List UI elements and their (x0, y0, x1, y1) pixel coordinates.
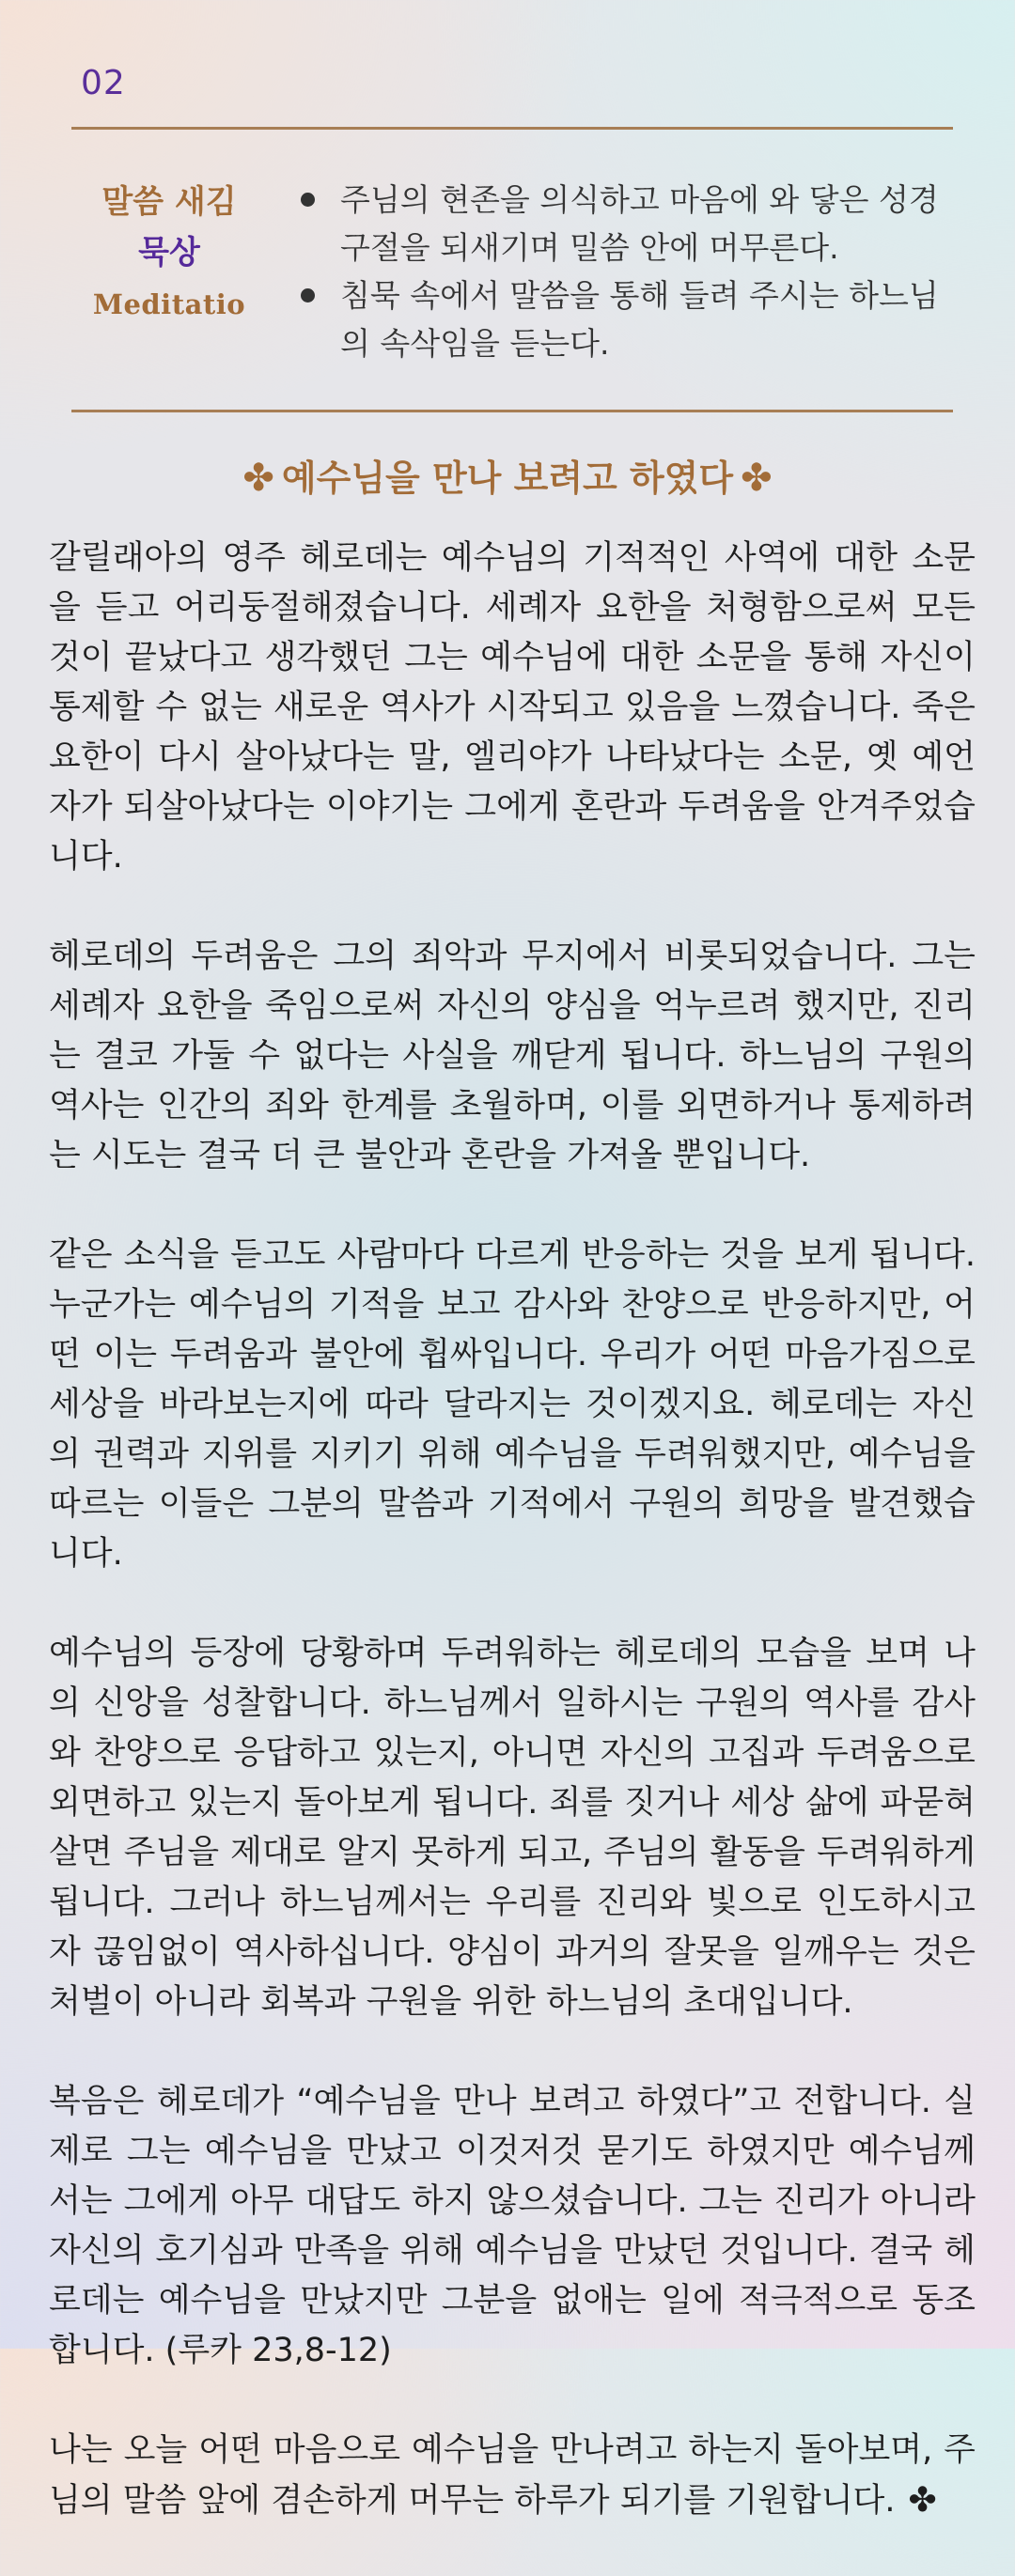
body-paragraph: 같은 소식을 듣고도 사람마다 다르게 반응하는 것을 보게 됩니다. 누군가는 예수님의 기적을 보고 감사와 찬양으로 반응하지만, 어떤 이는 두려움과 불안에 휩싸입니다. 우리가 어떤 마음가짐으로 세상을 바라보는지에 따라 달라지는 것이겠지요. 헤로데는 자신의 권력과 지위를 지키기 위해 예수님을 두려워했지만, 예수님을 따르는 이들은 그분의 말씀과 기적에서 구원의 희망을 발견했습니다. (49, 1236, 976, 1573)
instruction-item (297, 272, 955, 367)
bottom-divider (71, 410, 953, 412)
instruction-text: 주님의 현존을 의식하고 마음에 와 닿은 성경구절을 되새기며 밀씀 안에 머무른다. (340, 181, 939, 266)
bullet-icon (301, 288, 315, 303)
closing-text: 나는 오늘 어떤 마음으로 예수님을 만나려고 하는지 돌아보며, 주님의 말씀 앞에 겸손하게 머무는 하루가 되기를 기원합니다. (49, 2431, 976, 2520)
clover-ornament-icon: ✤ (242, 457, 274, 500)
section-label-korean: 말씀 새김 (102, 183, 237, 221)
instruction-text: 침묵 속에서 말씀을 통해 들려 주시는 하느님의 속삭임을 듣는다. (340, 277, 939, 362)
body-paragraph: 갈릴래아의 영주 헤로데는 예수님의 기적적인 사역에 대한 소문을 듣고 어리둥절해졌습니다. 세례자 요한을 처형함으로써 모든 것이 끝났다고 생각했던 그는 예수님에 대한 소문을 통해 자신이 통제할 수 없는 새로운 역사가 시작되고 있음을 느꼈습니다. 죽은 요한이 다시 살아났다는 말, 엘리야가 나타났다는 소문, 옛 예언자가 되살아났다는 이야기는 그에게 혼란과 두려움을 안겨주었습니다. (49, 539, 976, 876)
closing-paragraph (49, 2426, 976, 2526)
instruction-list (297, 176, 955, 367)
top-divider (71, 127, 953, 130)
body-paragraph: 헤로데의 두려움은 그의 죄악과 무지에서 비롯되었습니다. 그는 세례자 요한을 죽임으로써 자신의 양심을 억누르려 했지만, 진리는 결코 가둘 수 없다는 사실을 깨닫게 됩니다. 하느님의 구원의 역사는 인간의 죄와 한계를 초월하며, 이를 외면하거나 통제하려는 시도는 결국 더 큰 불안과 혼란을 가져올 뿐입니다. (49, 938, 976, 1174)
page-number: 02 (81, 64, 126, 102)
section-label-latin: Meditatio (92, 288, 246, 320)
bullet-icon (301, 193, 315, 207)
body-paragraph: 예수님의 등장에 당황하며 두려워하는 헤로데의 모습을 보며 나의 신앙을 성찰합니다. 하느님께서 일하시는 구원의 역사를 감사와 찬양으로 응답하고 있는지, 아니면 자신의 고집과 두려움으로 외면하고 있는지 돌아보게 됩니다. 죄를 짓거나 세상 삶에 파묻혀 살면 주님을 제대로 알지 못하게 되고, 주님의 활동을 두려워하게 됩니다. 그러나 하느님께서는 우리를 진리와 빛으로 인도하시고자 끊임없이 역사하십니다. 양심이 과거의 잘못을 일깨우는 것은 처벌이 아니라 회복과 구원을 위한 하느님의 초대입니다. (49, 1635, 976, 2021)
end-clover-icon: ✤ (908, 2481, 937, 2520)
section-title (75, 177, 263, 331)
meditation-title: 예수님을 만나 보려고 하였다 (281, 458, 734, 499)
instruction-item (297, 176, 955, 272)
clover-ornament-icon: ✤ (741, 457, 773, 500)
meditation-body (49, 534, 976, 2576)
section-label-korean-2: 묵상 (138, 234, 200, 272)
meditation-heading (0, 449, 1015, 501)
body-paragraph: 복음은 헤로데가 “예수님을 만나 보려고 하였다”고 전합니다. 실제로 그는 예수님을 만났고 이것저것 묻기도 하였지만 예수님께서는 그에게 아무 대답도 하지 않으셨습니다. 그는 진리가 아니라 자신의 호기심과 만족을 위해 예수님을 만났던 것입니다. 결국 헤로데는 예수님을 만났지만 그분을 없애는 일에 적극적으로 동조합니다. (루카 23,8-12) (49, 2083, 976, 2369)
